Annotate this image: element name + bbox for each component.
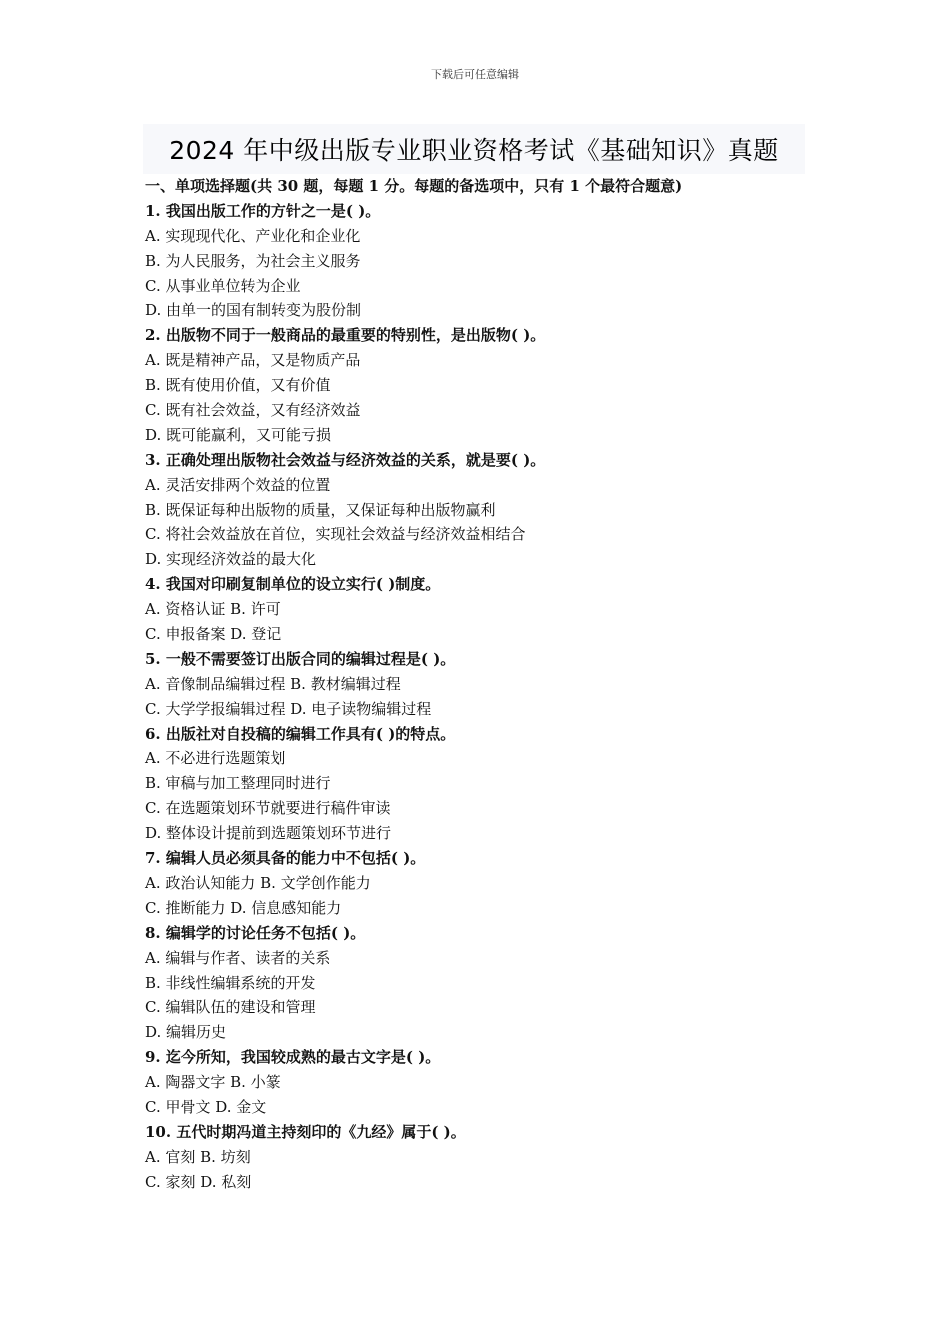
header-note: 下载后可任意编辑 bbox=[431, 68, 519, 81]
option-line: D. 编辑历史 bbox=[145, 1023, 227, 1042]
question-3 bbox=[145, 448, 805, 572]
document-body bbox=[145, 174, 805, 1195]
option-line: C. 既有社会效益，又有经济效益 bbox=[145, 401, 361, 420]
question-stem: 6. 出版社对自投稿的编辑工作具有( )的特点。 bbox=[145, 724, 456, 743]
option-line: C. 在选题策划环节就要进行稿件审读 bbox=[145, 799, 391, 818]
question-10 bbox=[145, 1120, 805, 1195]
question-9 bbox=[145, 1045, 805, 1120]
option-line: C. 家刻 D. 私刻 bbox=[145, 1172, 252, 1191]
option-line: C. 将社会效益放在首位，实现社会效益与经济效益相结合 bbox=[145, 525, 526, 544]
option-line: A. 既是精神产品，又是物质产品 bbox=[145, 351, 361, 370]
option-line: B. 既有使用价值，又有价值 bbox=[145, 376, 331, 395]
question-stem: 3. 正确处理出版物社会效益与经济效益的关系，就是要( )。 bbox=[145, 450, 546, 469]
option-line: C. 大学学报编辑过程 D. 电子读物编辑过程 bbox=[145, 699, 432, 718]
option-line: B. 为人民服务，为社会主义服务 bbox=[145, 251, 361, 270]
option-line: A. 音像制品编辑过程 B. 教材编辑过程 bbox=[145, 674, 401, 693]
section-heading: 一、单项选择题(共 30 题，每题 1 分。每题的备选项中，只有 1 个最符合题意) bbox=[145, 177, 683, 195]
question-6 bbox=[145, 722, 805, 846]
option-line: C. 从事业单位转为企业 bbox=[145, 276, 301, 295]
question-7 bbox=[145, 846, 805, 921]
question-stem: 1. 我国出版工作的方针之一是( )。 bbox=[145, 201, 381, 220]
option-line: C. 编辑队伍的建设和管理 bbox=[145, 998, 316, 1017]
option-line: A. 不必进行选题策划 bbox=[145, 749, 286, 768]
option-line: C. 申报备案 D. 登记 bbox=[145, 625, 282, 644]
option-line: A. 资格认证 B. 许可 bbox=[145, 600, 281, 619]
option-line: B. 既保证每种出版物的质量，又保证每种出版物赢利 bbox=[145, 500, 496, 519]
option-line: A. 灵活安排两个效益的位置 bbox=[145, 475, 331, 494]
question-stem: 4. 我国对印刷复制单位的设立实行( )制度。 bbox=[145, 575, 441, 594]
question-stem: 7. 编辑人员必须具备的能力中不包括( )。 bbox=[145, 849, 426, 868]
question-stem: 2. 出版物不同于一般商品的最重要的特别性，是出版物( )。 bbox=[145, 326, 546, 345]
option-line: D. 既可能赢利，又可能亏损 bbox=[145, 425, 332, 444]
question-1 bbox=[145, 199, 805, 323]
question-stem: 10. 五代时期冯道主持刻印的《九经》属于( )。 bbox=[145, 1122, 466, 1141]
question-stem: 9. 迄今所知，我国较成熟的最古文字是( )。 bbox=[145, 1048, 441, 1067]
question-stem: 8. 编辑学的讨论任务不包括( )。 bbox=[145, 923, 366, 942]
option-line: A. 实现现代化、产业化和企业化 bbox=[145, 226, 361, 245]
option-line: D. 实现经济效益的最大化 bbox=[145, 550, 317, 569]
option-line: C. 推断能力 D. 信息感知能力 bbox=[145, 898, 342, 917]
option-line: B. 审稿与加工整理同时进行 bbox=[145, 774, 331, 793]
question-stem: 5. 一般不需要签订出版合同的编辑过程是( )。 bbox=[145, 649, 456, 668]
option-line: B. 非线性编辑系统的开发 bbox=[145, 973, 316, 992]
question-5 bbox=[145, 647, 805, 722]
title-band bbox=[143, 124, 805, 174]
option-line: C. 甲骨文 D. 金文 bbox=[145, 1097, 267, 1116]
question-4 bbox=[145, 572, 805, 647]
option-line: A. 陶器文字 B. 小篆 bbox=[145, 1073, 281, 1092]
option-line: A. 政治认知能力 B. 文学创作能力 bbox=[145, 873, 371, 892]
question-8 bbox=[145, 921, 805, 1045]
question-2 bbox=[145, 323, 805, 447]
option-line: D. 由单一的国有制转变为股份制 bbox=[145, 301, 362, 320]
page-title: 2024 年中级出版专业职业资格考试《基础知识》真题 bbox=[169, 136, 779, 165]
option-line: A. 官刻 B. 坊刻 bbox=[145, 1147, 251, 1166]
option-line: D. 整体设计提前到选题策划环节进行 bbox=[145, 824, 392, 843]
option-line: A. 编辑与作者、读者的关系 bbox=[145, 948, 331, 967]
